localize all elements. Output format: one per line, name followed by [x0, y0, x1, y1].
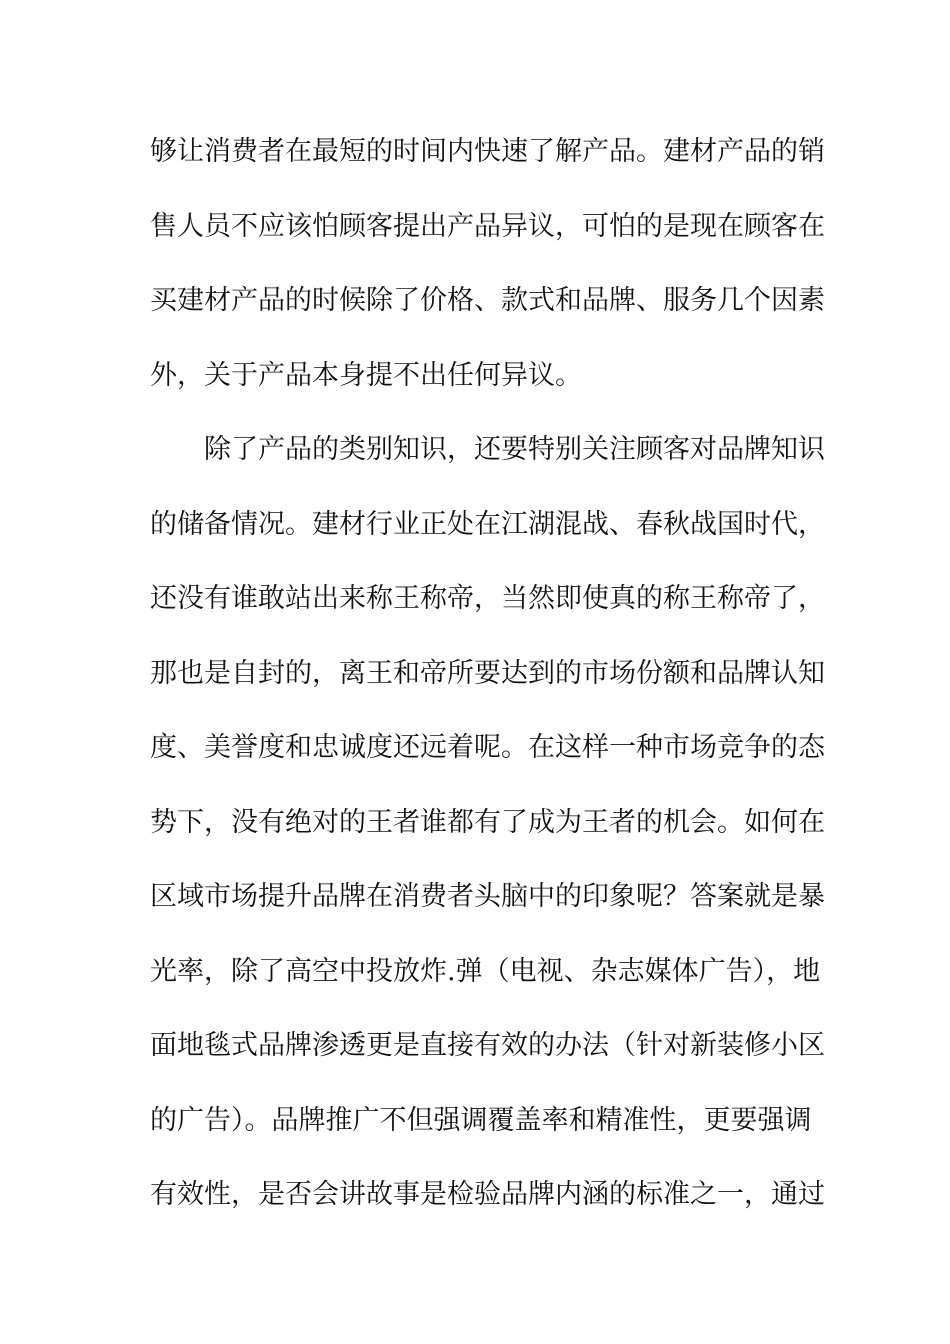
- text-line-5: 除了产品的类别知识，还要特别关注顾客对品牌知识: [204, 434, 825, 465]
- text-line-10: 势下，没有绝对的王者谁都有了成为王者的机会。如何在: [150, 806, 825, 838]
- text-line-2: 售人员不应该怕顾客提出产品异议，可怕的是现在顾客在: [150, 210, 825, 242]
- text-line-3: 买建材产品的时候除了价格、款式和品牌、服务几个因素: [150, 285, 825, 316]
- text-line-6: 的储备情况。建材行业正处在江湖混战、春秋战国时代，: [150, 508, 825, 540]
- text-line-11: 区域市场提升品牌在消费者头脑中的印象呢？答案就是暴: [150, 881, 825, 912]
- body-text: [150, 125, 825, 1243]
- text-line-9: 度、美誉度和忠诚度还远着呢。在这样一种市场竞争的态: [150, 732, 825, 763]
- text-line-14: 的广告）。品牌推广不但强调覆盖率和精准性，更要强调: [150, 1104, 812, 1136]
- text-line-7: 还没有谁敢站出来称王称帝，当然即使真的称王称帝了，: [150, 583, 825, 614]
- text-line-12: 光率，除了高空中投放炸.弹（电视、杂志媒体广告），地: [150, 955, 821, 987]
- text-line-4: 外，关于产品本身提不出任何异议。: [150, 359, 582, 391]
- text-line-8: 那也是自封的，离王和帝所要达到的市场份额和品牌认知: [150, 657, 825, 689]
- text-line-15: 有效性，是否会讲故事是检验品牌内涵的标准之一，通过: [150, 1179, 825, 1210]
- text-line-1: 够让消费者在最短的时间内快速了解产品。建材产品的销: [150, 136, 825, 167]
- text-line-13: 面地毯式品牌渗透更是直接有效的办法（针对新装修小区: [150, 1030, 825, 1061]
